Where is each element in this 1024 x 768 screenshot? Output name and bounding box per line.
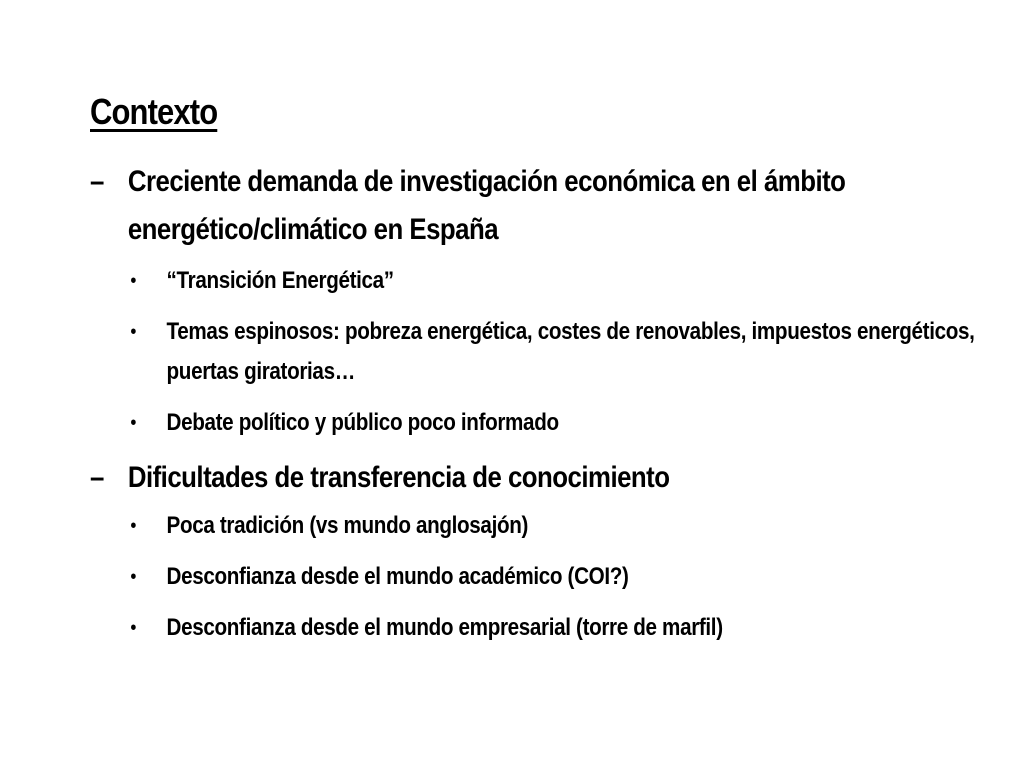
section-heading-text: Dificultades de transferencia de conocimiento — [127, 461, 670, 494]
dash-marker: – — [90, 165, 104, 198]
list-item-text: Debate político y público poco informado — [166, 409, 559, 436]
list-item — [90, 608, 1024, 648]
list-item-text: Temas espinosos: pobreza energética, costes de renovables, impuestos energéticos, puertas giratorias… — [166, 318, 975, 385]
list-item-text: Desconfianza desde el mundo empresarial (torre de marfil) — [166, 614, 723, 641]
list-item — [90, 261, 1024, 301]
list-item — [90, 557, 1024, 597]
bullet-icon: • — [130, 566, 137, 588]
list-item-text: “Transición Energética” — [166, 267, 394, 294]
bullet-icon: • — [130, 270, 137, 292]
section-heading — [90, 158, 996, 254]
dash-marker: – — [90, 461, 104, 494]
list-item — [90, 403, 1024, 443]
slide-title: Contexto — [90, 91, 218, 132]
bullet-icon: • — [130, 617, 137, 639]
section-heading-text: Creciente demanda de investigación económica en el ámbito energético/climático en España — [127, 165, 846, 246]
section-heading — [90, 454, 996, 502]
list-item — [90, 312, 1024, 392]
bullet-icon: • — [130, 412, 137, 434]
bullet-icon: • — [130, 515, 137, 537]
bullet-icon: • — [130, 321, 137, 343]
slide-content — [90, 158, 990, 659]
list-item — [90, 506, 1024, 546]
list-item-text: Poca tradición (vs mundo anglosajón) — [166, 512, 529, 539]
list-item-text: Desconfianza desde el mundo académico (COI?) — [166, 563, 629, 590]
